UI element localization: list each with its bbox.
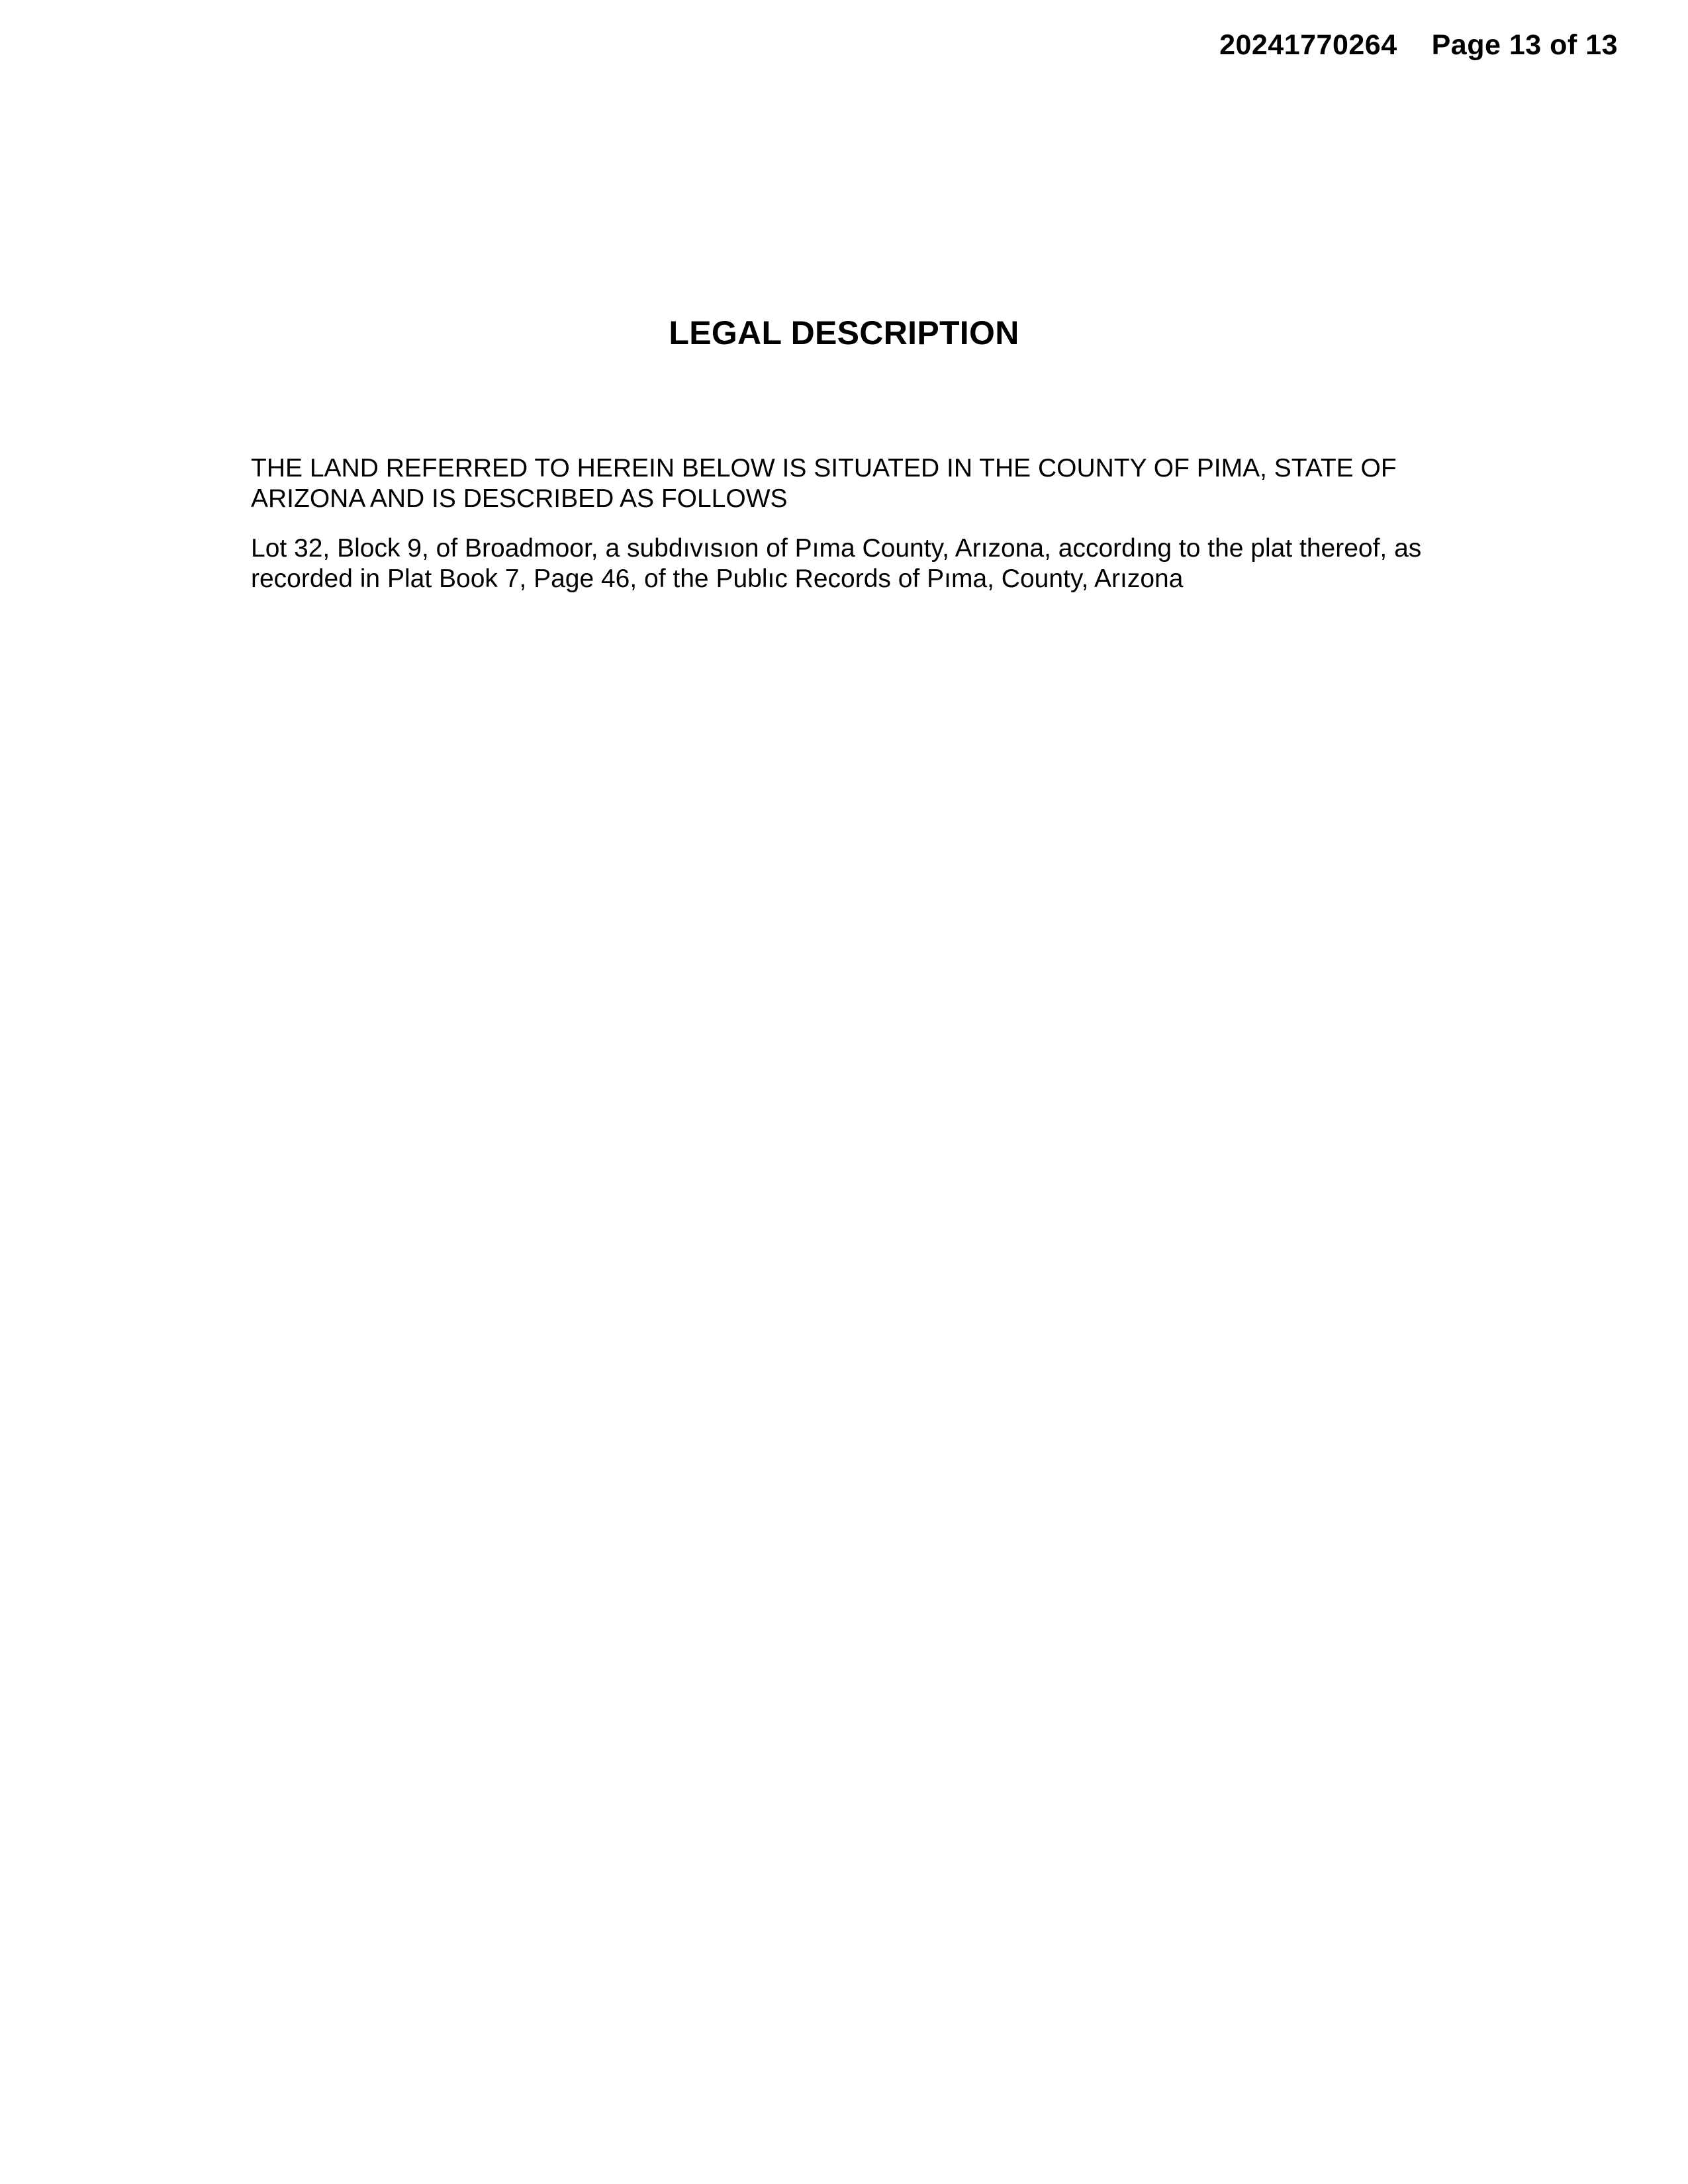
- document-number: 20241770264: [1219, 29, 1397, 61]
- intro-paragraph: THE LAND REFERRED TO HEREIN BELOW IS SITUATED IN THE COUNTY OF PIMA, STATE OF ARIZONA AND IS DESCRIBED AS FOLLOWS: [251, 454, 1397, 513]
- document-title: LEGAL DESCRIPTION: [669, 314, 1019, 351]
- legal-description-paragraph: Lot 32, Block 9, of Broadmoor, a subdıvısıon of Pıma County, Arızona, accordıng to the plat thereof, as recorded in Plat Book 7, Page 46, of the Publıc Records of Pıma, County, Arızona: [251, 534, 1422, 593]
- page-number: Page 13 of 13: [1431, 29, 1618, 61]
- page-header: [1219, 29, 1618, 62]
